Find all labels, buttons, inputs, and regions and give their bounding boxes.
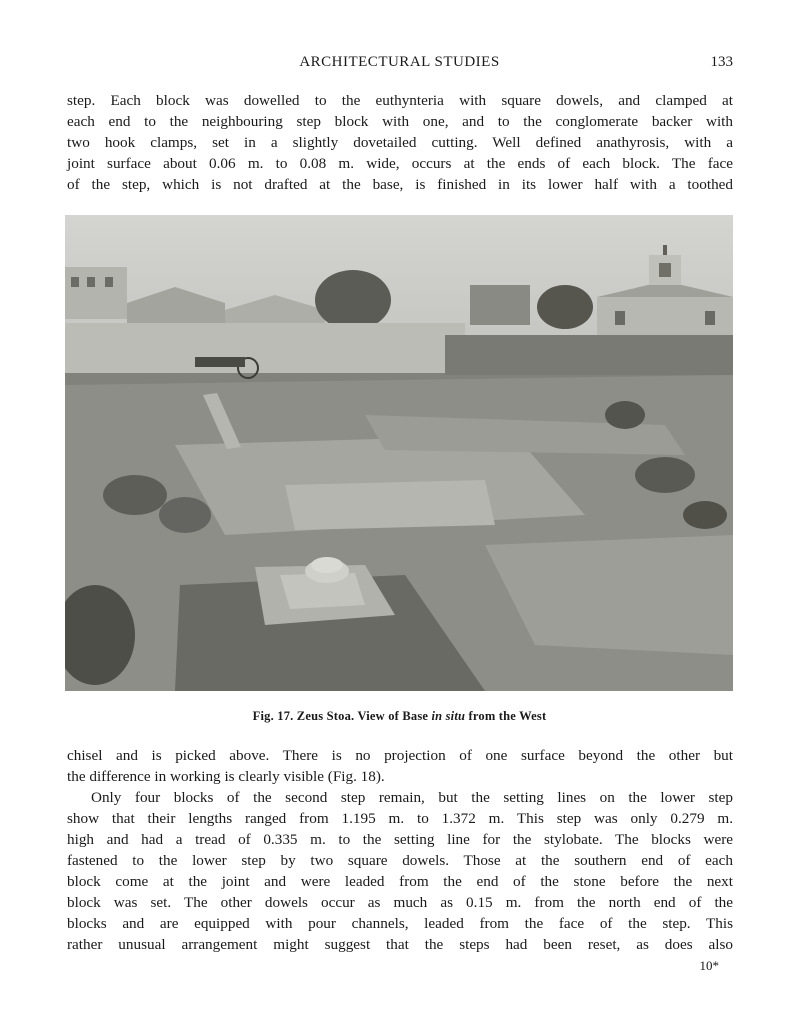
text-line: the difference in working is clearly visible (Fig. 18). — [67, 768, 385, 785]
text-line: of the step, which is not drafted at the base, is finished in its lower half with a toothed — [67, 176, 733, 193]
text-line: two hook clamps, set in a slightly dovetailed cutting. Well defined anathyrosis, with a — [67, 134, 733, 151]
caption-italic: in situ — [431, 709, 466, 723]
caption-prefix: Fig. 17. Zeus Stoa. View of Base — [252, 709, 429, 723]
text-line: high and had a tread of 0.335 m. to the setting line for the stylobate. The blocks were — [67, 831, 733, 848]
text-line: block was set. The other dowels occur as much as 0.15 m. from the north end of the — [67, 894, 733, 911]
text-line: show that their lengths ranged from 1.195 m. to 1.372 m. This step was only 0.279 m. — [67, 810, 733, 827]
text-line: chisel and is picked above. There is no projection of one surface beyond the other but — [67, 747, 733, 764]
text-line: each end to the neighbouring step block with one, and to the conglomerate backer with — [67, 113, 733, 130]
paragraph-top — [67, 90, 733, 195]
text-line: rather unusual arrangement might suggest that the steps had been reset, as does also — [67, 936, 733, 953]
text-line: step. Each block was dowelled to the euthynteria with square dowels, and clamped at — [67, 92, 733, 109]
text-line: Only four blocks of the second step remain, but the setting lines on the lower step — [91, 789, 733, 806]
page-number: 133 — [710, 54, 733, 70]
text-line: blocks and are equipped with pour channels, leaded from the face of the step. This — [67, 915, 733, 932]
text-line: joint surface about 0.06 m. to 0.08 m. wide, occurs at the ends of each block. The face — [67, 155, 733, 172]
paragraph-bottom — [67, 745, 733, 955]
running-title: ARCHITECTURAL STUDIES — [299, 54, 500, 70]
excavation-photograph — [65, 215, 733, 691]
figure-caption — [0, 709, 799, 724]
caption-suffix: from the West — [468, 709, 547, 723]
text-line: block come at the joint and were leaded from the end of the stone before the next — [67, 873, 733, 890]
text-line: fastened to the lower step by two square dowels. Those at the southern end of each — [67, 852, 733, 869]
signature-mark: 10* — [699, 958, 719, 973]
